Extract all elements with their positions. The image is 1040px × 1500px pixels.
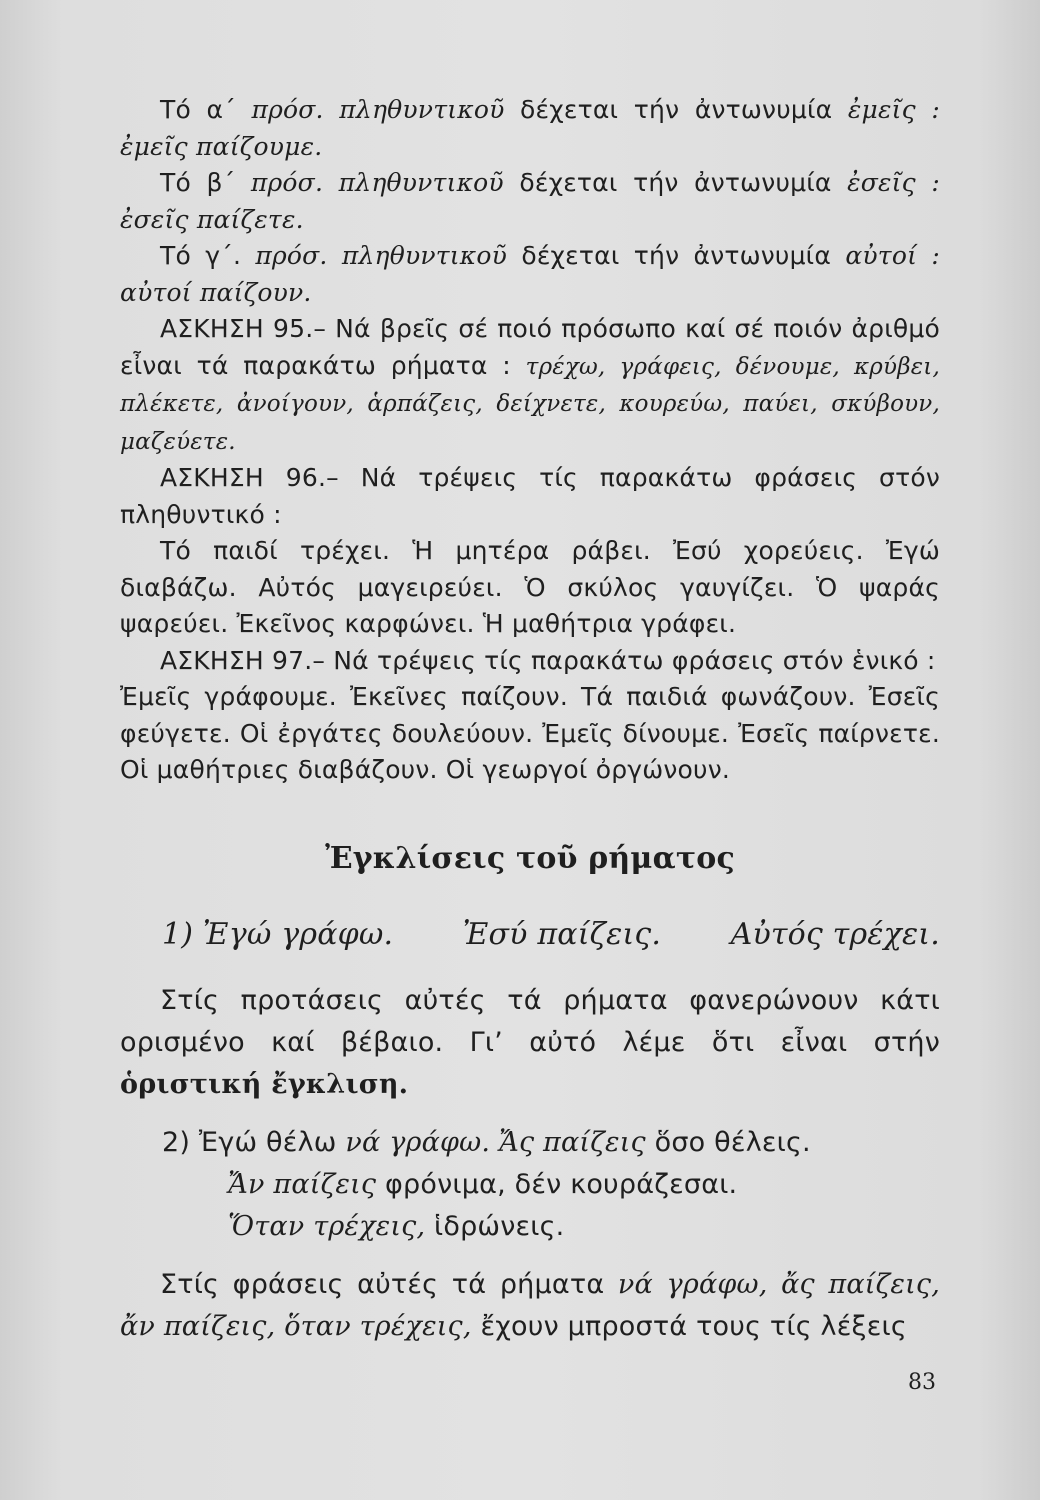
text-run: ἐμεῖς παίζουμε. — [120, 131, 323, 161]
text-run: 2) Ἐγώ θέλω — [162, 1126, 346, 1158]
paragraph-first-person — [120, 92, 940, 165]
text-run: δέχεται τήν ἀντωνυμία — [504, 95, 848, 124]
final-text — [120, 1264, 940, 1348]
text-run: ἔχουν μπροστά τους τίς λέξεις — [471, 1310, 907, 1342]
text-run: πρόσ. πληθυντικοῦ — [251, 95, 505, 124]
exercise-words: τρέχω, γράφεις, δένουμε, κρύβει, πλέκετε, ἀνοίγουν, ἁρπάζεις, δείχνετε, κουρεύω, παύει, σκύβουν, μαζεύετε. — [120, 353, 940, 455]
example-2 — [120, 1122, 940, 1248]
final-paragraph — [120, 1264, 940, 1348]
text-run: πρόσ. πληθυντικοῦ — [250, 168, 504, 197]
exercise-96-body: Τό παιδί τρέχει. Ἡ μητέρα ράβει. Ἐσύ χορεύεις. Ἐγώ διαβάζω. Αὐτός μαγειρεύει. Ὁ σκύλος γαυγίζει. Ὁ ψαράς ψαρεύει. Ἐκεῖνος καρφώνει. Ἡ μαθήτρια γράφει. — [120, 536, 940, 638]
text-run: νά γράφω. — [345, 1126, 491, 1158]
text-run: Τό β΄ — [160, 168, 251, 197]
example-sentence: Ἐσύ παίζεις. — [462, 917, 662, 952]
text-run: ἐμεῖς : — [847, 95, 941, 124]
text-run: πρόσ. πληθυντικοῦ — [255, 241, 508, 270]
text-run: Ἄν παίζεις — [228, 1168, 377, 1200]
example-sentence: Αὐτός τρέχει. — [730, 917, 940, 952]
term-bold: ὁριστική ἔγκλιση. — [120, 1068, 409, 1100]
indicative-explanation — [120, 980, 940, 1106]
text-run: Τό γ΄. — [160, 241, 256, 270]
page-body — [120, 92, 940, 1348]
text-run: Στίς προτάσεις αὐτές τά ρήματα φανερώνουν κάτι ορισμένο καί βέβαιο. Γι’ αὐτό λέμε ὅτι εἶναι στήν — [120, 984, 940, 1058]
exercise-96-intro: ΑΣΚΗΣΗ 96.– Νά τρέψεις τίς παρακάτω φράσεις στόν πληθυντικό : — [120, 463, 940, 529]
example-1 — [120, 917, 940, 954]
example-2-line-1 — [162, 1122, 940, 1164]
text-run: ἐσεῖς παίζετε. — [120, 204, 304, 234]
example-sentence: 1) Ἐγώ γράφω. — [162, 917, 394, 952]
text-run: αὐτοί : αὐτοί παίζουν. — [120, 241, 940, 307]
exercise-95 — [120, 311, 940, 460]
text-run: ἱδρώνεις. — [425, 1210, 565, 1242]
paragraph-second-person — [120, 165, 940, 238]
exercise-97-body: Ἐμεῖς γράφουμε. Ἐκεῖνες παίζουν. Τά παιδιά φωνάζουν. Ἐσεῖς φεύγετε. Οἱ ἐργάτες δουλεύουν. Ἐμεῖς δίνουμε. Ἐσεῖς παίρνετε. Οἱ μαθήτριες διαβάζουν. Οἱ γεωργοί ὀργώνουν. — [120, 682, 940, 784]
exercise-instruction: ΑΣΚΗΣΗ 95.– Νά βρεῖς σέ ποιό πρόσωπο καί σέ ποιόν ἀριθμό εἶναι τά παρακάτω ρήματα : — [120, 314, 940, 380]
text-run: Ὅταν τρέχεις, — [228, 1210, 426, 1242]
text-run: νά γράφω, ἄς παίζεις, ἄν παίζεις, ὅταν τρέχεις, — [120, 1268, 940, 1342]
example-2-line-3 — [162, 1206, 940, 1248]
text-run: Ἄς παίζεις — [498, 1126, 646, 1158]
text-run: ἐσεῖς : — [847, 168, 940, 197]
paragraph-third-person — [120, 238, 940, 311]
text-run: Στίς φράσεις αὐτές τά ρήματα — [160, 1268, 618, 1300]
section-heading: Ἐγκλίσεις τοῦ ρήματος — [325, 840, 735, 876]
text-run: ὅσο θέλεις. — [645, 1126, 811, 1158]
page-number: 83 — [908, 1370, 936, 1395]
text-run: δέχεται τήν ἀντωνυμία — [507, 241, 846, 270]
text-run — [490, 1127, 499, 1158]
text-run: φρόνιμα, δέν κουράζεσαι. — [376, 1168, 738, 1200]
exercise-97-intro: ΑΣΚΗΣΗ 97.– Νά τρέψεις τίς παρακάτω φράσεις στόν ἑνικό : — [160, 645, 936, 675]
text-run: Τό α΄ — [160, 95, 252, 124]
text-run: δέχεται τήν ἀντωνυμία — [503, 168, 848, 197]
indicative-text — [120, 980, 940, 1106]
example-2-line-2 — [162, 1164, 940, 1206]
